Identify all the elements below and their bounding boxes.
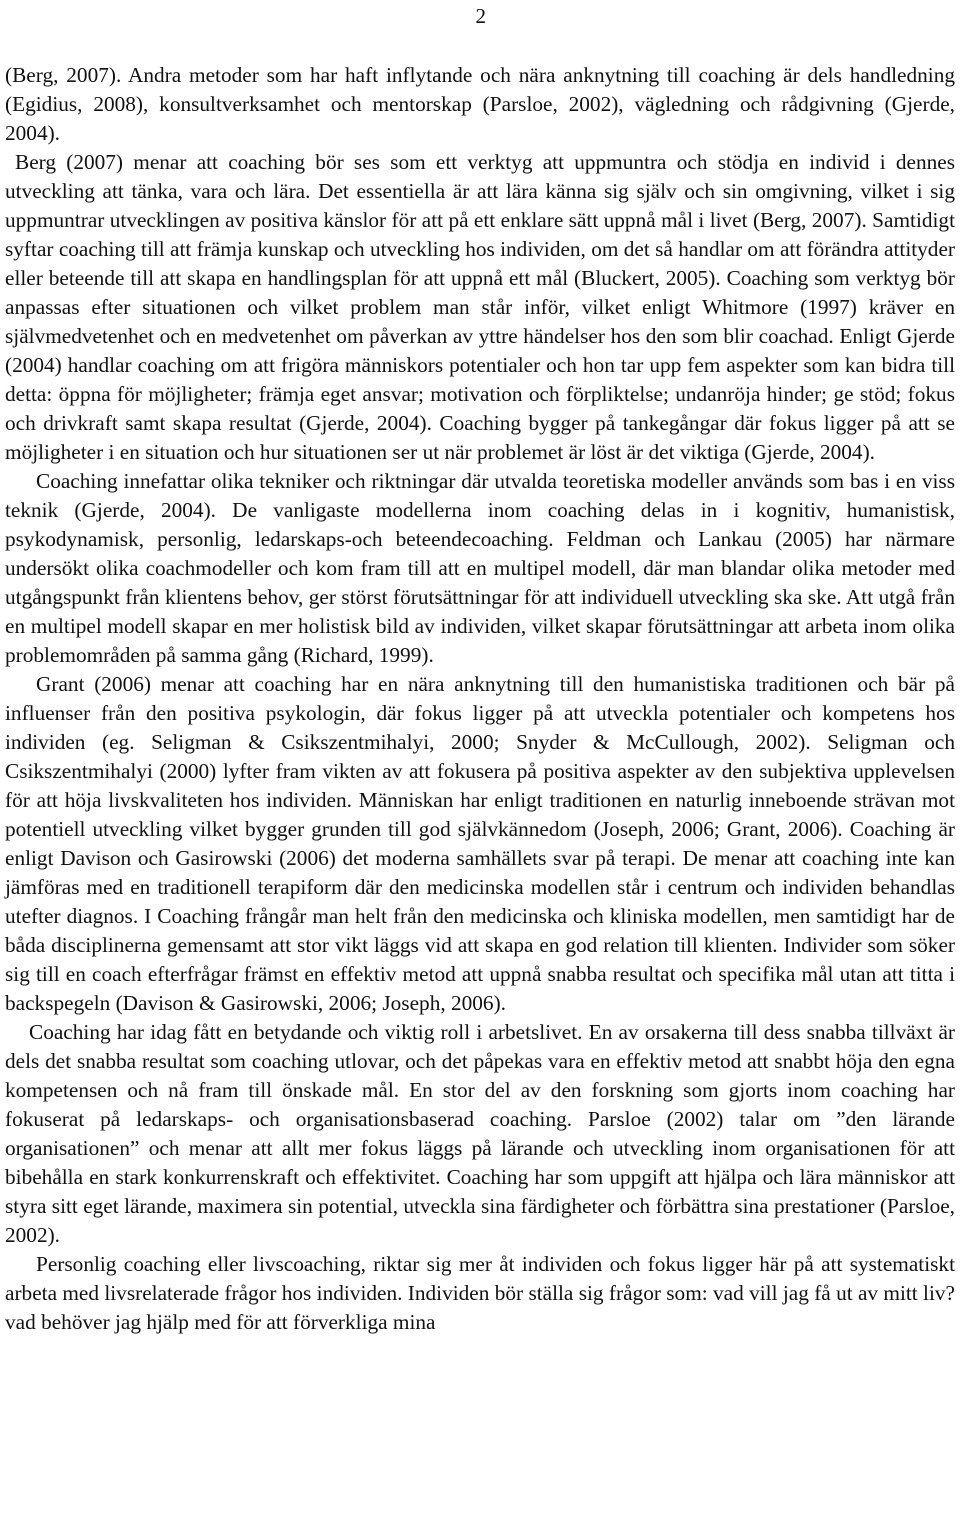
document-body: [5, 61, 955, 1337]
paragraph-coaching-worklife: Coaching har idag fått en betydande och viktig roll i arbetslivet. En av orsakerna till dess snabba tillväxt är dels det snabba resultat som coaching utlovar, och det påpekas vara en effektiv metod att snabbt höja den egna kompetensen och nå fram till önskade mål. En stor del av den forskning som gjorts inom coaching har fokuserat på ledarskaps- och organisationsbaserad coaching. Parsloe (2002) talar om ”den lärande organisationen” och menar att allt mer fokus läggs på lärande och utveckling inom organisationen för att bibehålla en stark konkurrenskraft och effektivitet. Coaching har som uppgift att hjälpa och lära människor att styra sitt eget lärande, maximera sin potential, utveckla sina färdigheter och förbättra sina prestationer (Parsloe, 2002).: [5, 1020, 955, 1247]
paragraph-berg-coaching-tool: Berg (2007) menar att coaching bör ses som ett verktyg att uppmuntra och stödja en individ i dennes utveckling att tänka, vara och lära. Det essentiella är att lära känna sig själv och sin omgivning, vilket i sig uppmuntrar utvecklingen av positiva känslor för att på ett enklare sätt uppnå mål i livet (Berg, 2007). Samtidigt syftar coaching till att främja kunskap och utveckling hos individen, om det så handlar om att förändra attityder eller beteende till att skapa en handlingsplan för att uppnå ett mål (Bluckert, 2005). Coaching som verktyg bör anpassas efter situationen och vilket problem man står inför, vilket enligt Whitmore (1997) kräver en självmedvetenhet och en medvetenhet om påverkan av yttre händelser hos den som blir coachad. Enligt Gjerde (2004) handlar coaching om att frigöra människors potentialer och hon tar upp fem aspekter som kan bidra till detta: öppna för möjligheter; främja eget ansvar; motivation och förpliktelse; undanröja hinder; ge stöd; fokus och drivkraft samt skapa resultat (Gjerde, 2004). Coaching bygger på tankegångar där fokus ligger på att se möjligheter i en situation och hur situationen ser ut när problemet är löst är det viktiga (Gjerde, 2004).: [5, 150, 955, 464]
paragraph-coaching-models: Coaching innefattar olika tekniker och riktningar där utvalda teoretiska modeller används som bas i en viss teknik (Gjerde, 2004). De vanligaste modellerna inom coaching delas in i kognitiv, humanistisk, psykodynamisk, personlig, ledarskaps-och beteendecoaching. Feldman och Lankau (2005) har närmare undersökt olika coachmodeller och kom fram till att en multipel modell, där man blandar olika metoder med utgångspunkt från klientens behov, ger störst förutsättningar för att individuell utveckling ska ske. Att utgå från en multipel modell skapar en mer holistisk bild av individen, vilket skapar förutsättningar att arbeta inom olika problemområden på samma gång (Richard, 1999).: [5, 469, 955, 667]
paragraph-grant-humanistic: Grant (2006) menar att coaching har en nära anknytning till den humanistiska traditionen och bär på influenser från den positiva psykologin, där fokus ligger på att utveckla potentialer och kompetens hos individen (eg. Seligman & Csikszentmihalyi, 2000; Snyder & McCullough, 2002). Seligman och Csikszentmihalyi (2000) lyfter fram vikten av att fokusera på positiva aspekter av den subjektiva upplevelsen för att höja livskvaliteten hos individen. Människan har enligt traditionen en naturlig inneboende strävan mot potentiell utveckling vilket bygger grunden till god självkännedom (Joseph, 2006; Grant, 2006). Coaching är enligt Davison och Gasirowski (2006) det moderna samhällets svar på terapi. De menar att coaching inte kan jämföras med en traditionell terapiform där den medicinska modellen står i centrum och individen behandlas utefter diagnos. I Coaching frångår man helt från den medicinska och kliniska modellen, men samtidigt har de båda disciplinerna gemensamt att stor vikt läggs vid att skapa en god relation till klienten. Individer som söker sig till en coach efterfrågar främst en effektiv metod att uppnå snabba resultat och specifika mål utan att titta i backspegeln (Davison & Gasirowski, 2006; Joseph, 2006).: [5, 672, 955, 1015]
paragraph-personal-coaching: Personlig coaching eller livscoaching, riktar sig mer åt individen och fokus ligger här på att systematiskt arbeta med livsrelaterade frågor hos individen. Individen bör ställa sig frågor som: vad vill jag få ut av mitt liv? vad behöver jag hjälp med för att förverkliga mina: [5, 1252, 955, 1334]
paragraph-intro-continuation: (Berg, 2007). Andra metoder som har haft inflytande och nära anknytning till coaching är dels handledning (Egidius, 2008), konsultverksamhet och mentorskap (Parsloe, 2002), vägledning och rådgivning (Gjerde, 2004).: [5, 63, 955, 145]
page-number: 2: [475, 4, 486, 28]
